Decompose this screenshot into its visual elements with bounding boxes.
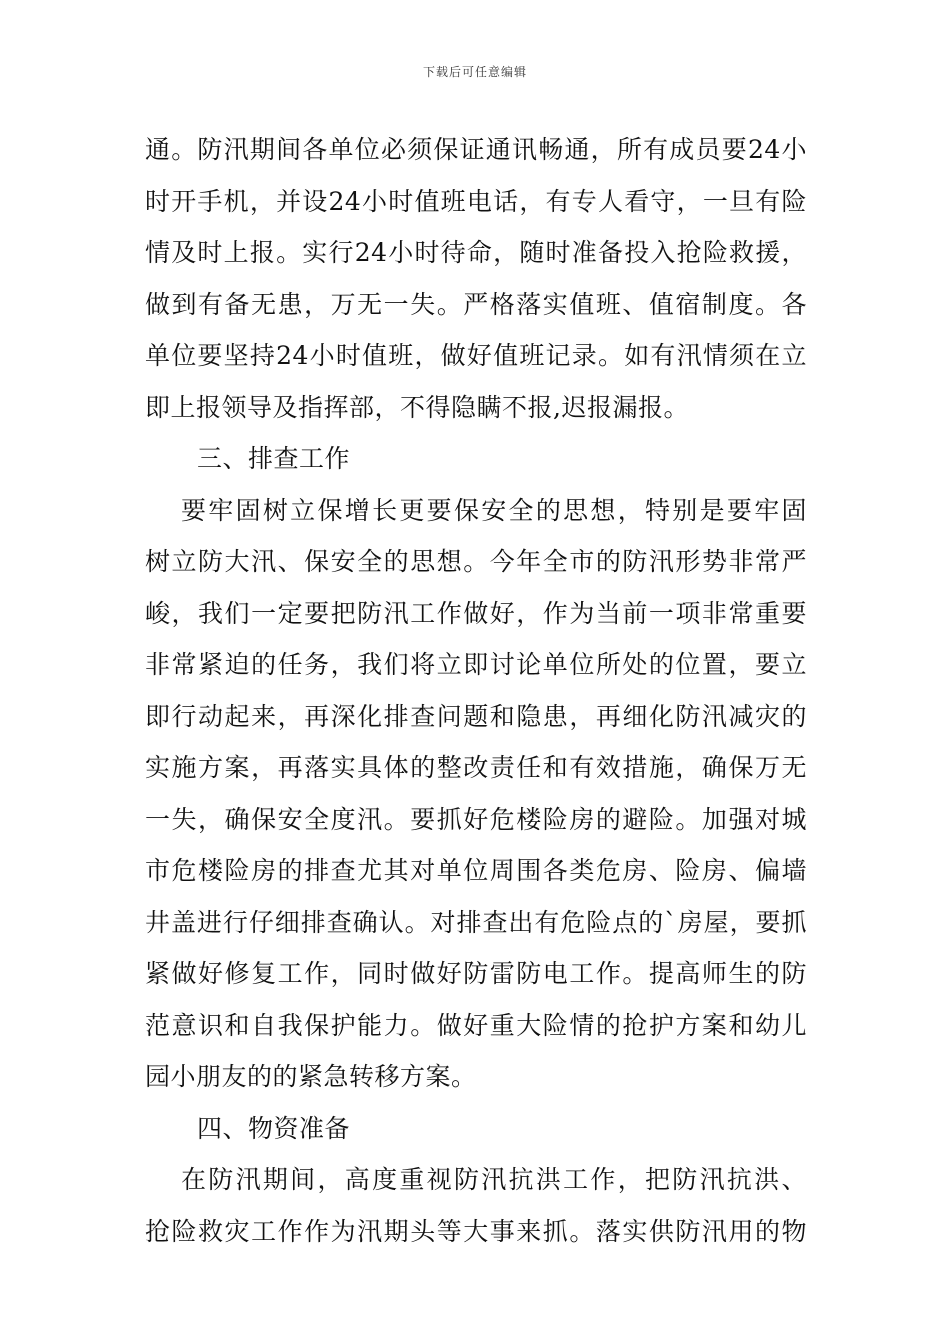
text-line: 单位要坚持24小时值班，做好值班记录。如有汛情须在立 [145, 341, 807, 370]
section-heading: 三、排查工作 [197, 444, 351, 473]
text-line: 市危楼险房的排查尤其对单位周围各类危房、险房、偏墙 [145, 856, 807, 885]
text-line: 情及时上报。实行24小时待命，随时准备投入抢险救援， [145, 238, 807, 267]
document-body [145, 124, 807, 1257]
text-line: 一失，确保安全度汛。要抓好危楼险房的避险。加强对城 [145, 804, 807, 834]
text-line: 做到有备无患，万无一失。严格落实值班、值宿制度。各 [145, 289, 807, 319]
text-line: 即行动起来，再深化排查问题和隐患，再细化防汛减灾的 [145, 701, 807, 731]
text-line: 树立防大汛、保安全的思想。今年全市的防汛形势非常严 [145, 547, 807, 576]
paragraph-first-line: 在防汛期间，高度重视防汛抗洪工作，把防汛抗洪、 [181, 1165, 807, 1194]
text-line: 范意识和自我保护能力。做好重大险情的抢护方案和幼儿 [145, 1010, 807, 1040]
text-line: 抢险救灾工作作为汛期头等大事来抓。落实供防汛用的物 [145, 1216, 807, 1246]
paragraph-first-line: 要牢固树立保增长更要保安全的思想，特别是要牢固 [181, 495, 807, 525]
text-line: 峻，我们一定要把防汛工作做好，作为当前一项非常重要 [145, 598, 807, 628]
text-line: 非常紧迫的任务，我们将立即讨论单位所处的位置，要立 [145, 650, 807, 679]
text-line: 时开手机，并设24小时值班电话，有专人看守，一旦有险 [145, 186, 807, 216]
page-header-note: 下载后可任意编辑 [422, 65, 527, 79]
section-heading: 四、物资准备 [197, 1113, 351, 1143]
text-line: 园小朋友的的紧急转移方案。 [145, 1062, 477, 1091]
text-line: 实施方案，再落实具体的整改责任和有效措施，确保万无 [145, 753, 807, 782]
text-line: 即上报领导及指挥部，不得隐瞒不报,迟报漏报。 [145, 392, 689, 422]
text-line: 通。防汛期间各单位必须保证通讯畅通，所有成员要24小 [145, 135, 807, 164]
text-line: 井盖进行仔细排查确认。对排查出有危险点的`房屋，要抓 [145, 907, 807, 937]
text-line: 紧做好修复工作，同时做好防雷防电工作。提高师生的防 [145, 959, 807, 988]
